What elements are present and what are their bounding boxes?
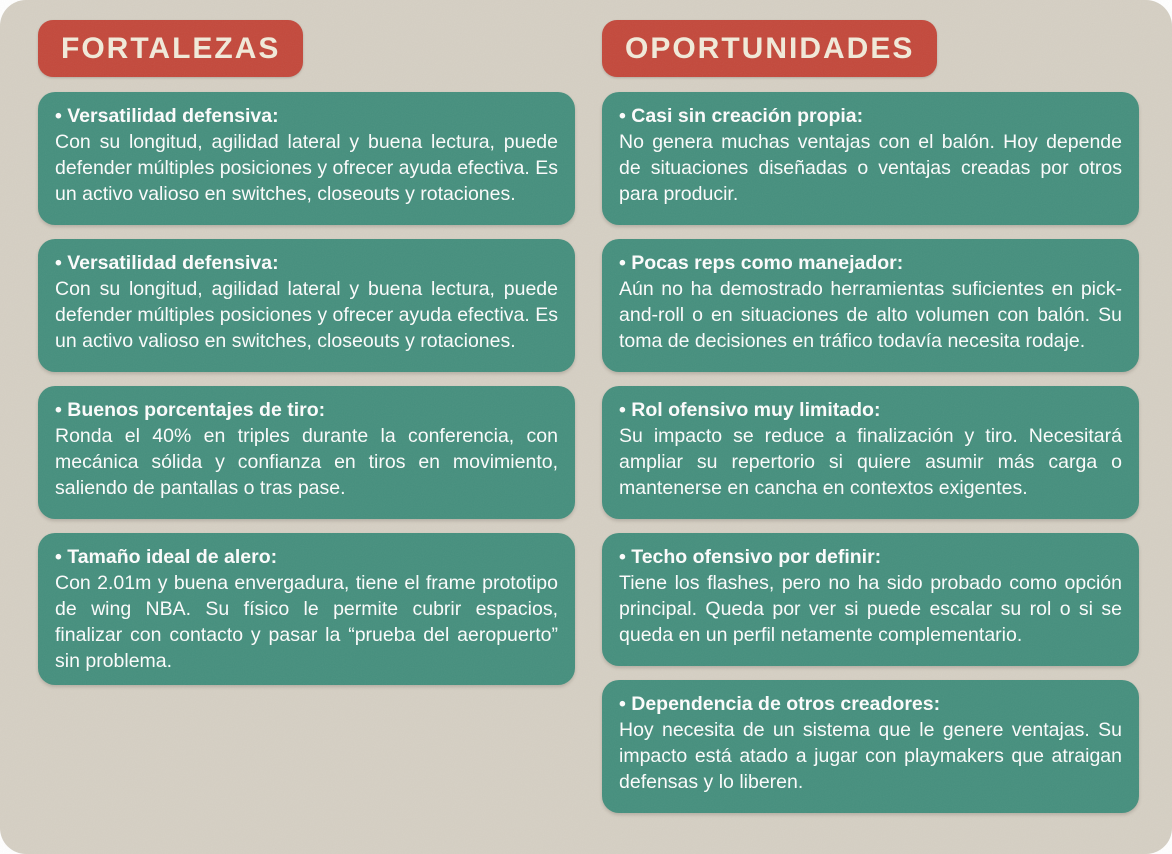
card-title: • Buenos porcentajes de tiro: [55, 399, 326, 421]
oportunidades-card-5 [602, 680, 1139, 813]
fortalezas-card-4 [38, 533, 575, 685]
card-title: • Versatilidad defensiva: [55, 252, 279, 274]
fortalezas-header-badge: FORTALEZAS [38, 20, 303, 77]
card-body: Tiene los flashes, pero no ha sido probado como opción principal. Queda por ver si puede escalar su rol o si se queda en un perfil netamente complementario. [619, 572, 1122, 646]
fortalezas-card-3 [38, 386, 575, 519]
fortalezas-card-1 [38, 92, 575, 225]
fortalezas-card-2 [38, 239, 575, 372]
card-body: Con su longitud, agilidad lateral y buena lectura, puede defender múltiples posiciones y ofrecer ayuda efectiva. Es un activo valioso en switches, closeouts y rotaciones. [55, 131, 558, 205]
card-title: • Casi sin creación propia: [619, 105, 864, 127]
oportunidades-header-badge: OPORTUNIDADES [602, 20, 937, 77]
oportunidades-card-4 [602, 533, 1139, 666]
card-body: No genera muchas ventajas con el balón. Hoy depende de situaciones diseñadas o ventajas creadas por otros para producir. [619, 131, 1122, 205]
card-title: • Techo ofensivo por definir: [619, 546, 882, 568]
card-body: Hoy necesita de un sistema que le genere ventajas. Su impacto está atado a jugar con playmakers que atraigan defensas y lo liberen. [619, 719, 1122, 793]
column-fortalezas [38, 20, 575, 827]
oportunidades-card-3 [602, 386, 1139, 519]
card-title: • Rol ofensivo muy limitado: [619, 399, 881, 421]
card-body: Aún no ha demostrado herramientas suficientes en pick-and-roll o en situaciones de alto volumen con balón. Su toma de decisiones en tráfico todavía necesita rodaje. [619, 278, 1122, 352]
column-oportunidades [602, 20, 1139, 827]
card-body: Ronda el 40% en triples durante la conferencia, con mecánica sólida y confianza en tiros en movimiento, saliendo de pantallas o tras pase. [55, 425, 558, 499]
card-body: Con 2.01m y buena envergadura, tiene el frame prototipo de wing NBA. Su físico le permite cubrir espacios, finalizar con contacto y pasar la “prueba del aeropuerto” sin problema. [55, 572, 558, 672]
card-title: • Tamaño ideal de alero: [55, 546, 278, 568]
oportunidades-card-1 [602, 92, 1139, 225]
oportunidades-card-2 [602, 239, 1139, 372]
card-body: Su impacto se reduce a finalización y tiro. Necesitará ampliar su repertorio si quiere asumir más carga o mantenerse en cancha en contextos exigentes. [619, 425, 1122, 499]
card-title: • Dependencia de otros creadores: [619, 693, 941, 715]
card-title: • Pocas reps como manejador: [619, 252, 904, 274]
card-body: Con su longitud, agilidad lateral y buena lectura, puede defender múltiples posiciones y ofrecer ayuda efectiva. Es un activo valioso en switches, closeouts y rotaciones. [55, 278, 558, 352]
card-title: • Versatilidad defensiva: [55, 105, 279, 127]
